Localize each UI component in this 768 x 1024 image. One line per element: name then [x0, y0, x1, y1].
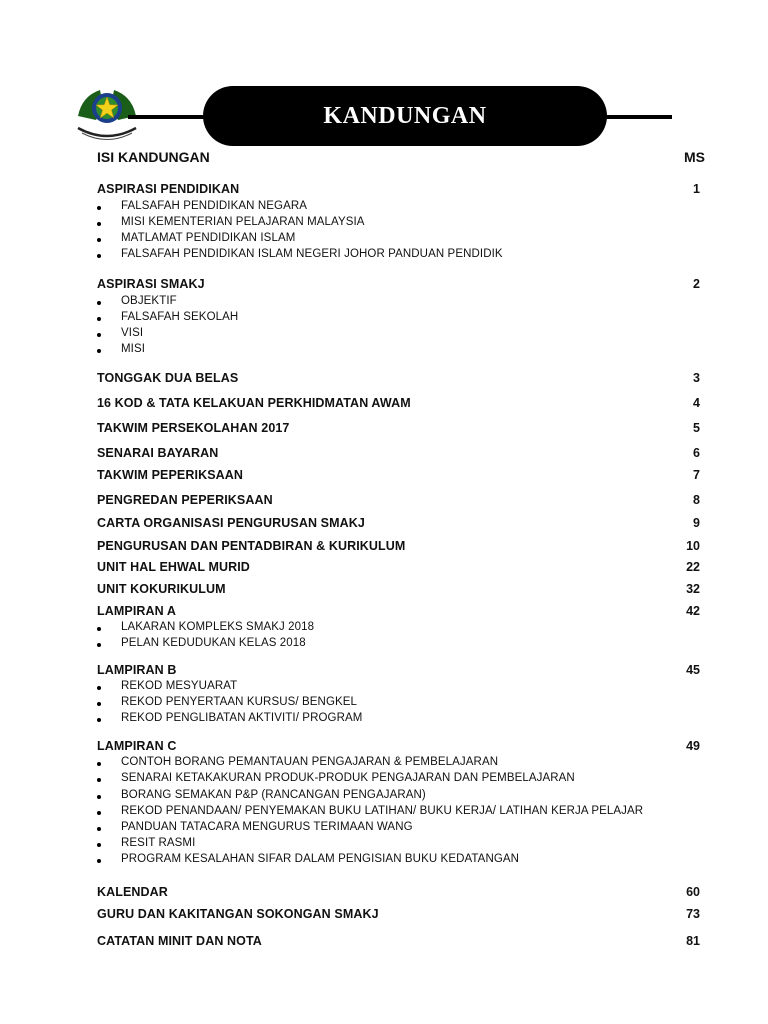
section-page-number: 22: [686, 560, 700, 574]
title-banner: [203, 86, 607, 146]
bullet-icon: [97, 686, 101, 690]
list-item-text: BORANG SEMAKAN P&P (RANCANGAN PENGAJARAN): [121, 789, 426, 801]
list-item-text: FALSAFAH PENDIDIKAN ISLAM NEGERI JOHOR PANDUAN PENDIDIK: [121, 248, 503, 260]
list-item-text: RESIT RASMI: [121, 837, 196, 849]
section-list-item: [97, 295, 177, 307]
section-list-item: [97, 248, 503, 260]
section-title: KALENDAR: [97, 885, 168, 899]
list-item-text: MISI KEMENTERIAN PELAJARAN MALAYSIA: [121, 216, 365, 228]
bullet-icon: [97, 859, 101, 863]
bullet-icon: [97, 762, 101, 766]
list-item-text: VISI: [121, 327, 144, 339]
section-list-item: [97, 756, 498, 768]
list-item-text: FALSAFAH PENDIDIKAN NEGARA: [121, 200, 308, 212]
list-item-text: SENARAI KETAKAKURAN PRODUK-PRODUK PENGAJARAN DAN PEMBELAJARAN: [121, 772, 575, 784]
section-list-item: [97, 232, 295, 244]
bullet-icon: [97, 843, 101, 847]
contents-column-heading: ISI KANDUNGAN: [97, 149, 210, 165]
section-title: TONGGAK DUA BELAS: [97, 371, 239, 385]
list-item-text: FALSAFAH SEKOLAH: [121, 311, 239, 323]
section-list-item: [97, 311, 238, 323]
section-list-item: [97, 637, 306, 649]
section-title: SENARAI BAYARAN: [97, 446, 219, 460]
section-page-number: 9: [693, 516, 700, 530]
list-item-text: CONTOH BORANG PEMANTAUAN PENGAJARAN & PEMBELAJARAN: [121, 756, 499, 768]
section-list-item: [97, 712, 362, 724]
list-item-text: REKOD PENANDAAN/ PENYEMAKAN BUKU LATIHAN/ BUKU KERJA/ LATIHAN KERJA PELAJAR: [121, 805, 644, 817]
section-page-number: 7: [693, 468, 700, 482]
section-list-item: [97, 837, 195, 849]
bullet-icon: [97, 333, 101, 337]
section-page-number: 6: [693, 446, 700, 460]
section-list-item: [97, 696, 357, 708]
bullet-icon: [97, 254, 101, 258]
page-title: KANDUNGAN: [323, 102, 487, 129]
bullet-icon: [97, 301, 101, 305]
list-item-text: PROGRAM KESALAHAN SIFAR DALAM PENGISIAN BUKU KEDATANGAN: [121, 853, 520, 865]
list-item-text: REKOD PENGLIBATAN AKTIVITI/ PROGRAM: [121, 712, 363, 724]
list-item-text: MATLAMAT PENDIDIKAN ISLAM: [121, 232, 296, 244]
section-list-item: [97, 772, 575, 784]
section-title: PENGURUSAN DAN PENTADBIRAN & KURIKULUM: [97, 539, 406, 553]
section-list-item: [97, 327, 143, 339]
page-column-heading: MS: [684, 149, 705, 165]
section-page-number: 10: [686, 539, 700, 553]
bullet-icon: [97, 702, 101, 706]
section-page-number: 1: [693, 182, 700, 196]
list-item-text: PANDUAN TATACARA MENGURUS TERIMAAN WANG: [121, 821, 413, 833]
section-page-number: 73: [686, 907, 700, 921]
bullet-icon: [97, 222, 101, 226]
section-page-number: 45: [686, 663, 700, 677]
school-crest-logo: [74, 86, 140, 142]
section-page-number: 49: [686, 739, 700, 753]
section-page-number: 4: [693, 396, 700, 410]
bullet-icon: [97, 349, 101, 353]
section-list-item: [97, 853, 519, 865]
section-list-item: [97, 200, 307, 212]
bullet-icon: [97, 795, 101, 799]
section-page-number: 8: [693, 493, 700, 507]
list-item-text: LAKARAN KOMPLEKS SMAKJ 2018: [121, 621, 315, 633]
bullet-icon: [97, 627, 101, 631]
section-title: ASPIRASI PENDIDIKAN: [97, 182, 240, 196]
section-list-item: [97, 789, 426, 801]
section-title: TAKWIM PERSEKOLAHAN 2017: [97, 421, 290, 435]
section-page-number: 60: [686, 885, 700, 899]
bullet-icon: [97, 317, 101, 321]
section-list-item: [97, 805, 643, 817]
section-list-item: [97, 343, 145, 355]
section-list-item: [97, 680, 237, 692]
bullet-icon: [97, 811, 101, 815]
section-page-number: 5: [693, 421, 700, 435]
section-page-number: 81: [686, 934, 700, 948]
section-title: CARTA ORGANISASI PENGURUSAN SMAKJ: [97, 516, 365, 530]
list-item-text: PELAN KEDUDUKAN KELAS 2018: [121, 637, 306, 649]
bullet-icon: [97, 827, 101, 831]
section-list-item: [97, 821, 413, 833]
section-page-number: 2: [693, 277, 700, 291]
list-item-text: REKOD PENYERTAAN KURSUS/ BENGKEL: [121, 696, 358, 708]
section-title: CATATAN MINIT DAN NOTA: [97, 934, 262, 948]
bullet-icon: [97, 643, 101, 647]
section-list-item: [97, 216, 365, 228]
section-title: LAMPIRAN C: [97, 739, 177, 753]
section-title: GURU DAN KAKITANGAN SOKONGAN SMAKJ: [97, 907, 379, 921]
section-title: 16 KOD & TATA KELAKUAN PERKHIDMATAN AWAM: [97, 396, 411, 410]
section-title: UNIT HAL EHWAL MURID: [97, 560, 250, 574]
section-title: PENGREDAN PEPERIKSAAN: [97, 493, 273, 507]
list-item-text: MISI: [121, 343, 146, 355]
bullet-icon: [97, 238, 101, 242]
section-list-item: [97, 621, 314, 633]
section-page-number: 3: [693, 371, 700, 385]
section-title: TAKWIM PEPERIKSAAN: [97, 468, 244, 482]
bullet-icon: [97, 206, 101, 210]
section-title: UNIT KOKURIKULUM: [97, 582, 226, 596]
list-item-text: REKOD MESYUARAT: [121, 680, 238, 692]
section-page-number: 32: [686, 582, 700, 596]
bullet-icon: [97, 778, 101, 782]
section-title: LAMPIRAN A: [97, 604, 177, 618]
list-item-text: OBJEKTIF: [121, 295, 177, 307]
page-header: [0, 0, 768, 160]
bullet-icon: [97, 718, 101, 722]
section-title: ASPIRASI SMAKJ: [97, 277, 205, 291]
section-page-number: 42: [686, 604, 700, 618]
section-title: LAMPIRAN B: [97, 663, 177, 677]
